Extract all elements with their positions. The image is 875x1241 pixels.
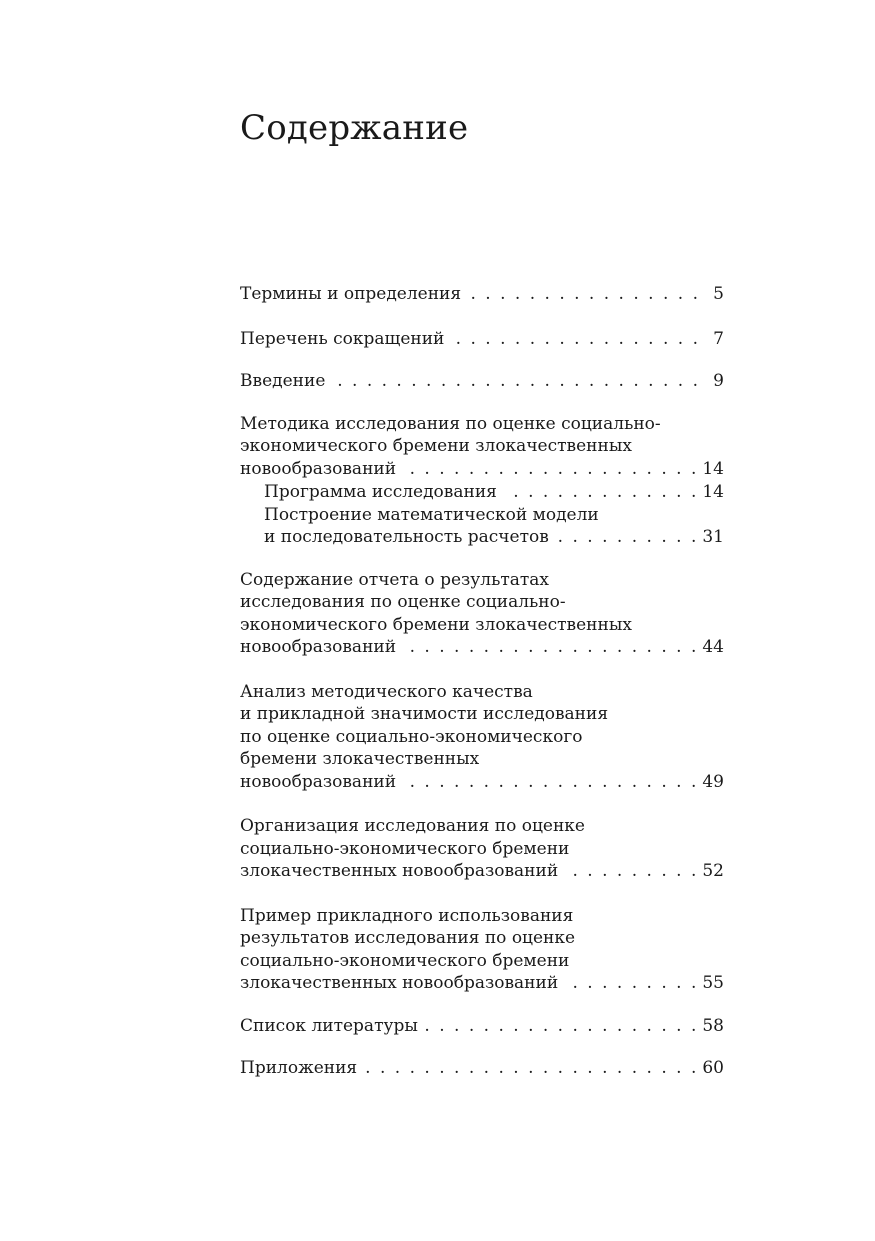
toc-page-number: 52: [702, 861, 724, 881]
page-title: Содержание: [240, 108, 469, 148]
toc-entry-report-contents[interactable]: [240, 569, 724, 659]
toc-entry-label: Список литературы: [240, 1015, 418, 1036]
toc-entry-terms[interactable]: [240, 283, 724, 306]
toc-entry-label: Программа исследования: [264, 482, 497, 502]
dot-leader: [404, 636, 698, 659]
toc-entry-applied-example[interactable]: [240, 905, 724, 995]
toc-page-number: 9: [713, 371, 724, 391]
toc-entry-label: Приложения: [240, 1058, 358, 1078]
toc-entry-label: по оценке социально-экономического: [240, 726, 583, 747]
toc-entry-references[interactable]: [240, 1015, 724, 1038]
toc-entry-label: злокачественных новообразований: [240, 861, 559, 881]
dot-leader: [505, 481, 698, 504]
toc-page-number: 5: [713, 284, 724, 304]
dot-leader: [452, 328, 700, 351]
toc-page-number: 31: [702, 527, 724, 547]
toc-entry-label: Построение математической модели: [264, 504, 599, 525]
toc-entry-label: Термины и определения: [240, 284, 462, 304]
toc-entry-organization[interactable]: [240, 815, 724, 883]
toc-entry-label: социально-экономического бремени: [240, 838, 570, 859]
toc-subentry-research-program[interactable]: [240, 481, 724, 504]
toc-page-number: 55: [702, 973, 724, 993]
toc-entry-label: злокачественных новообразований: [240, 973, 559, 993]
toc-entry-label: новообразований: [240, 637, 397, 657]
toc-entry-label: Пример прикладного использования: [240, 905, 574, 926]
toc-entry-label: Введение: [240, 371, 326, 391]
dot-leader: [426, 1015, 698, 1038]
dot-leader: [404, 458, 698, 481]
toc-entry-abbreviations[interactable]: [240, 328, 724, 351]
dot-leader: [566, 860, 698, 883]
toc-subentry-math-model[interactable]: [240, 504, 724, 549]
toc-entry-label: Содержание отчета о результатах: [240, 569, 550, 590]
toc-entry-label: Методика исследования по оценке социально-: [240, 413, 661, 434]
dot-leader: [333, 370, 700, 393]
toc-entry-label: результатов исследования по оценке: [240, 928, 576, 948]
toc-page-number: 7: [713, 328, 724, 349]
dot-leader: [469, 283, 700, 306]
dot-leader: [557, 526, 699, 549]
toc-entry-label: Анализ методического качества: [240, 681, 533, 702]
toc-page-number: 60: [702, 1058, 724, 1078]
toc-entry-label: исследования по оценке социально-: [240, 592, 566, 612]
toc-entry-label: новообразований: [240, 771, 397, 792]
dot-leader: [365, 1057, 698, 1080]
toc-page-number: 14: [702, 458, 724, 479]
toc-entry-label: и последовательность расчетов: [264, 527, 549, 547]
toc-entry-label: Организация исследования по оценке: [240, 816, 585, 836]
toc-entry-label: экономического бремени злокачественных: [240, 436, 632, 456]
toc-page-number: 58: [702, 1015, 724, 1036]
toc-entry-label: Перечень сокращений: [240, 328, 445, 349]
toc-page-number: 49: [702, 771, 724, 792]
table-of-contents: [240, 283, 724, 1080]
toc-entry-label: и прикладной значимости исследования: [240, 704, 609, 724]
dot-leader: [566, 972, 698, 995]
toc-entry-appendices[interactable]: [240, 1057, 724, 1080]
toc-page-number: 14: [702, 482, 724, 502]
toc-entry-label: новообразований: [240, 458, 397, 479]
dot-leader: [404, 771, 698, 794]
toc-entry-label: экономического бремени злокачественных: [240, 614, 632, 635]
toc-entry-introduction[interactable]: [240, 370, 724, 393]
toc-page-number: 44: [702, 637, 724, 657]
toc-entry-label: социально-экономического бремени: [240, 950, 570, 971]
toc-entry-methodology[interactable]: [240, 413, 724, 481]
toc-entry-label: бремени злокачественных: [240, 749, 480, 769]
toc-entry-quality-analysis[interactable]: [240, 681, 724, 794]
